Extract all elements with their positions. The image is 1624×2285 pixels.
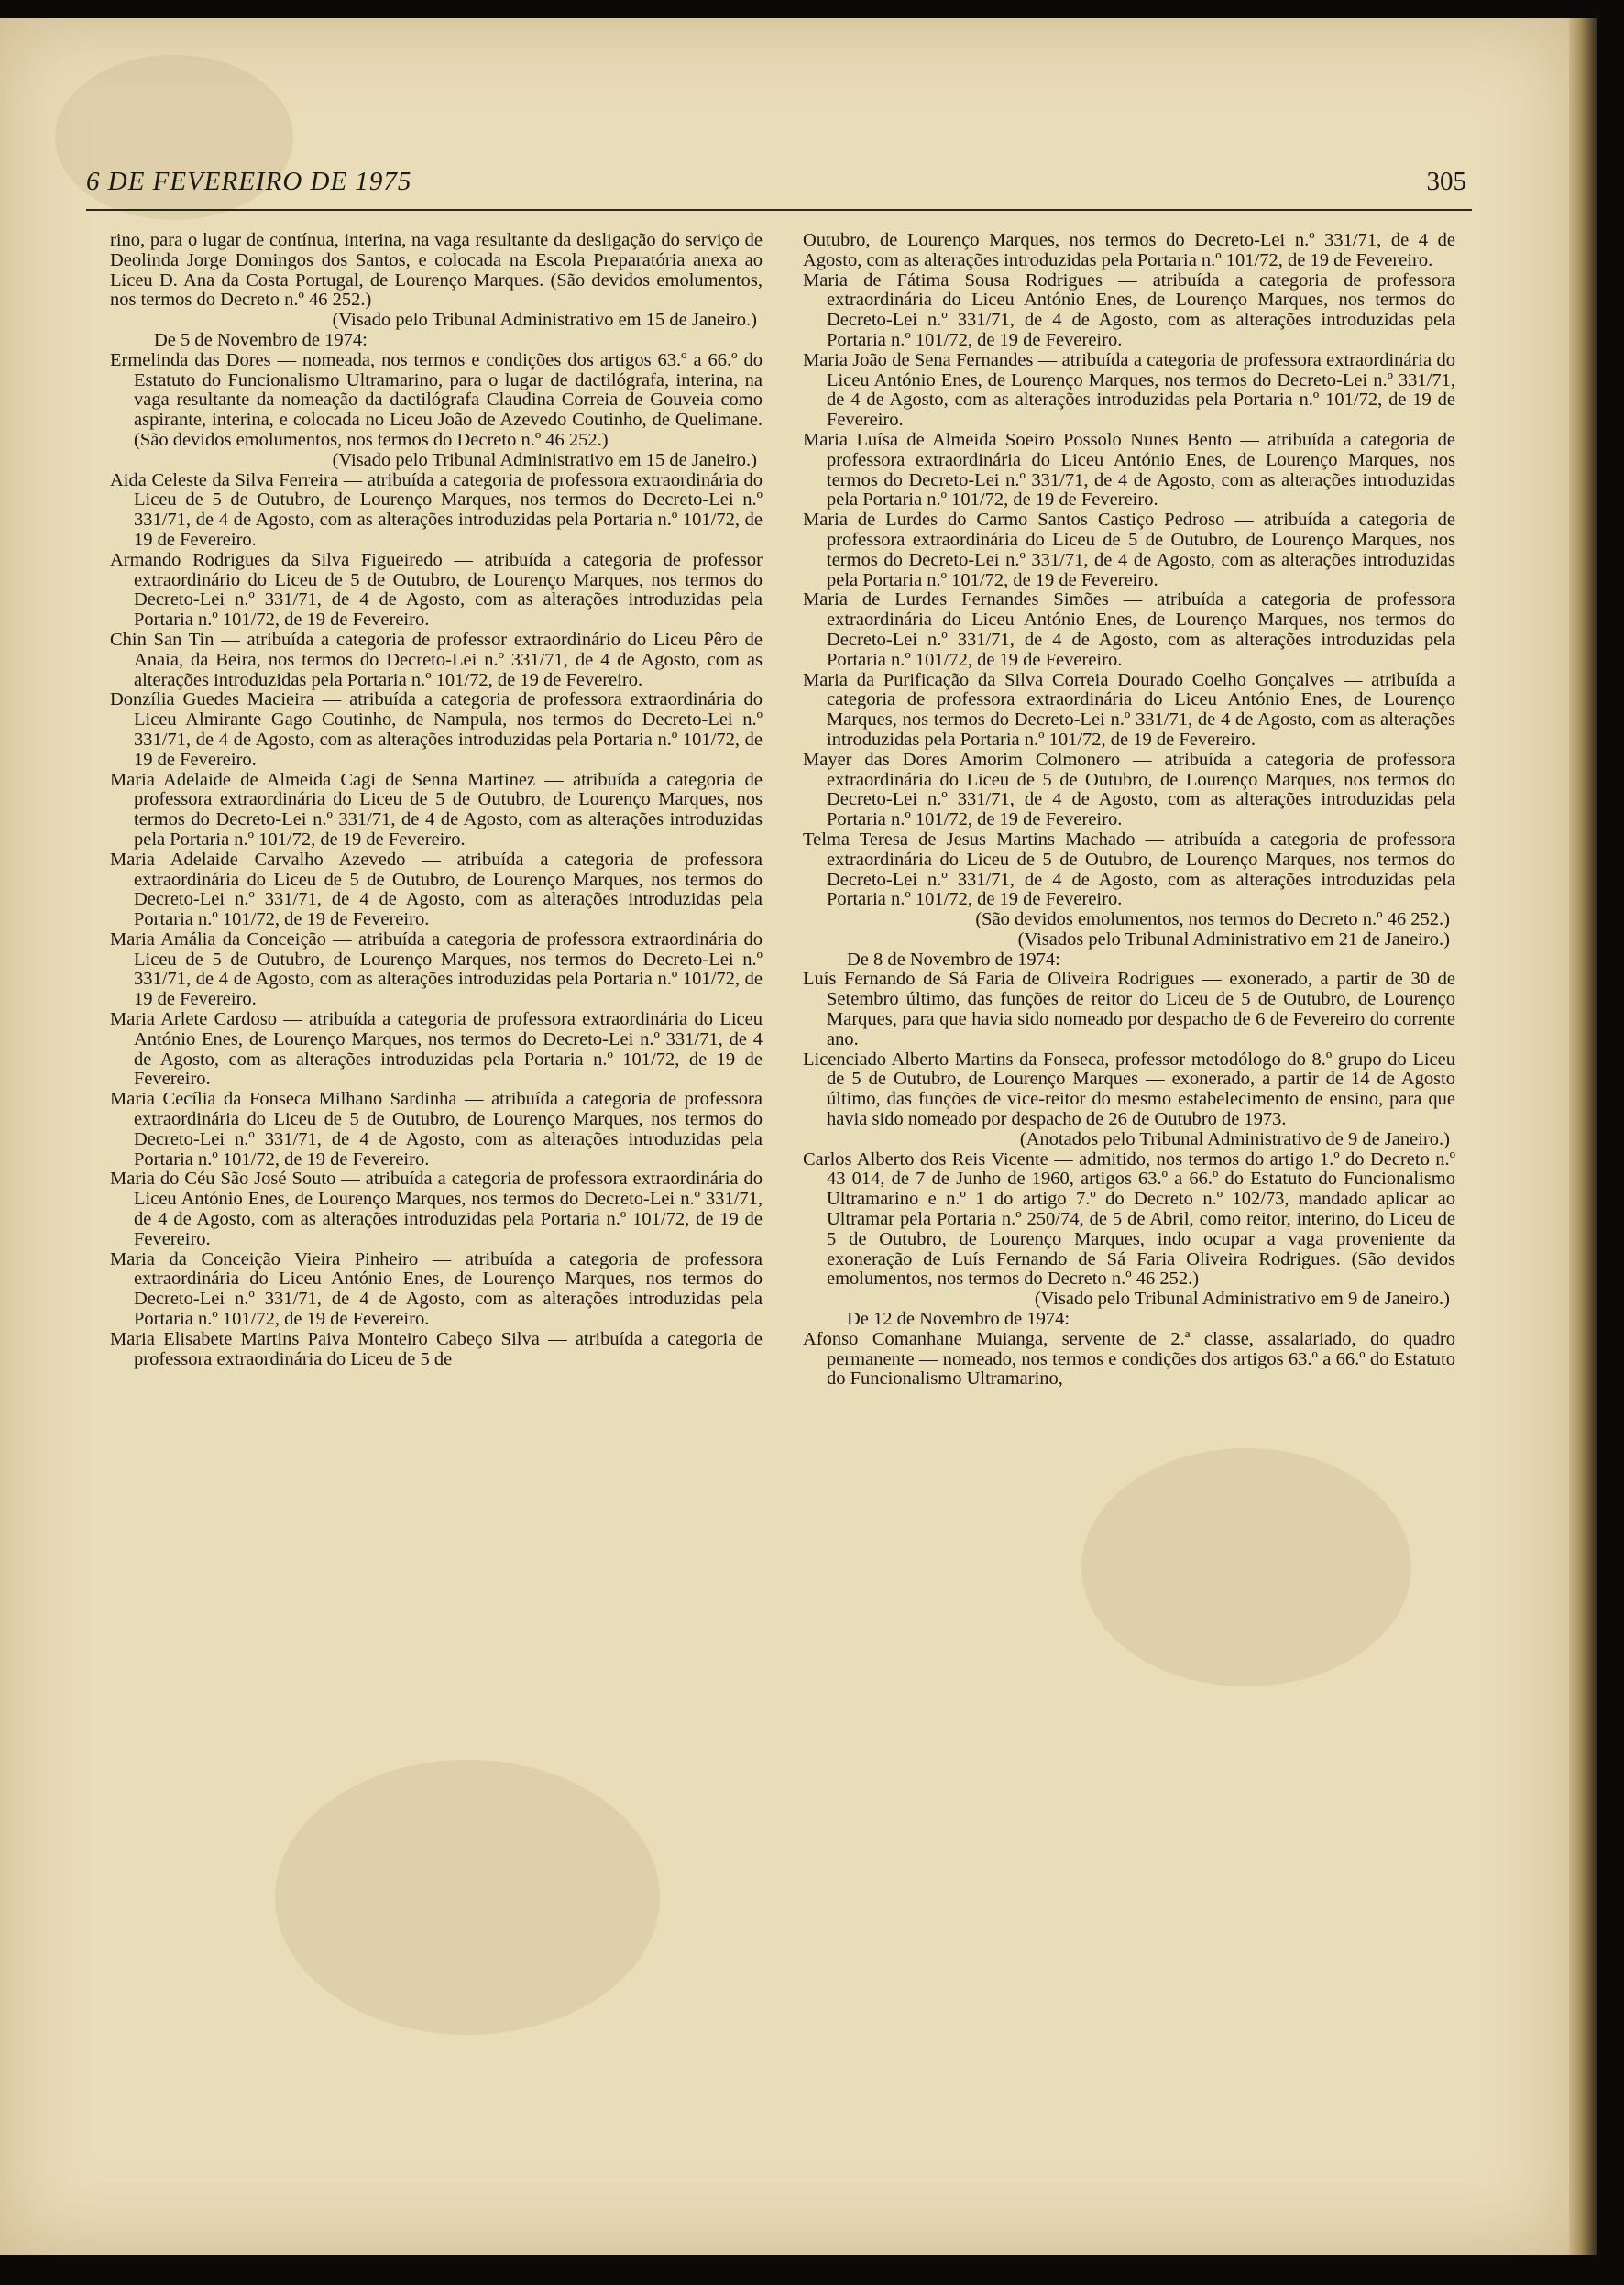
tribunal-note: (Visados pelo Tribunal Administrativo em 21 de Janeiro.) — [1017, 928, 1450, 950]
appointment-entry: Telma Teresa de Jesus Martins Machado — atribuída a categoria de professora extraordinária do Liceu de 5 de Outubro, de Lourenço Marques, nos termos do Decreto-Lei n.º 331/71, de 4 de Agosto, com as alterações introduzidas pela Portaria n.º 101/72, de 19 de Fevereiro. — [803, 829, 1455, 910]
appointment-entry: Maria do Céu São José Souto — atribuída a categoria de professora extraordinária do Liceu António Enes, de Lourenço Marques, nos termos do Decreto-Lei n.º 331/71, de 4 de Agosto, com as alterações introduzidas pela Portaria n.º 101/72, de 19 de Fevereiro. — [110, 1169, 763, 1249]
decree-date: De 5 de Novembro de 1974: — [154, 329, 368, 350]
decree-date: De 8 de Novembro de 1974: — [847, 949, 1060, 970]
appointment-entry: Mayer das Dores Amorim Colmonero — atribuída a categoria de professora extraordinária do Liceu de 5 de Outubro, de Lourenço Marques, nos termos do Decreto-Lei n.º 331/71, de 4 de Agosto, com as alterações introduzidas pela Portaria n.º 101/72, de 19 de Fevereiro. — [803, 749, 1455, 830]
left-column — [110, 231, 763, 1369]
tribunal-note: (Visado pelo Tribunal Administrativo em 9 de Janeiro.) — [1034, 1289, 1450, 1310]
appointment-entry: Maria Amália da Conceição — atribuída a categoria de professora extraordinária do Liceu de 5 de Outubro, de Lourenço Marques, nos termos do Decreto-Lei n.º 331/71, de 4 de Agosto, com as alterações introduzidas pela Portaria n.º 101/72, de 19 de Fevereiro. — [110, 928, 763, 1010]
appointment-entry: Maria Adelaide de Almeida Cagi de Senna Martinez — atribuída a categoria de professora extraordinária do Liceu de 5 de Outubro, de Lourenço Marques, nos termos do Decreto-Lei n.º 331/71, de 4 de Agosto, com as alterações introduzidas pela Portaria n.º 101/72, de 19 de Fevereiro. — [110, 769, 763, 850]
decree-date: De 12 de Novembro de 1974: — [847, 1309, 1070, 1330]
appointment-entry: Donzília Guedes Macieira — atribuída a categoria de professora extraordinária do Liceu Almirante Gago Coutinho, de Nampula, nos termos do Decreto-Lei n.º 331/71, de 4 de Agosto, com as alterações introduzidas pela Portaria n.º 101/72, de 19 de Fevereiro. — [110, 689, 763, 770]
appointment-entry: Maria Elisabete Martins Paiva Monteiro Cabeço Silva — atribuída a categoria de professora extraordinária do Liceu de 5 de — [110, 1328, 763, 1369]
page-header — [86, 167, 1466, 203]
appointment-entry: Maria Cecília da Fonseca Milhano Sardinha — atribuída a categoria de professora extraordinária do Liceu de 5 de Outubro, de Lourenço Marques, nos termos do Decreto-Lei n.º 331/71, de 4 de Agosto, com as alterações introduzidas pela Portaria n.º 101/72, de 19 de Fevereiro. — [110, 1089, 763, 1170]
appointment-entry: Maria da Purificação da Silva Correia Dourado Coelho Gonçalves — atribuída a categoria de professora extraordinária do Liceu António Enes, de Lourenço Marques, nos termos do Decreto-Lei n.º 331/71, de 4 de Agosto, com as alterações introduzidas pela Portaria n.º 101/72, de 19 de Fevereiro. — [803, 669, 1455, 750]
appointment-entry: Chin San Tin — atribuída a categoria de professor extraordinário do Liceu Pêro de Anaia, da Beira, nos termos do Decreto-Lei n.º 331/71, de 4 de Agosto, com as alterações introduzidas pela Portaria n.º 101/72, de 19 de Fevereiro. — [110, 629, 763, 690]
paragraph: rino, para o lugar de contínua, interina, na vaga resultante da desligação do serviço de Deolinda Jorge Domingos dos Santos, e colocada na Escola Preparatória anexa ao Liceu D. Ana da Costa Portugal, de Lourenço Marques. (São devidos emolumentos, nos termos do Decreto n.º 46 252.) — [110, 230, 763, 311]
appointment-entry: Ermelinda das Dores — nomeada, nos termos e condições dos artigos 63.º a 66.º do Estatuto do Funcionalismo Ultramarino, para o lugar de dactilógrafa, interina, na vaga resultante da nomeação da dactilógrafa Claudina Correia de Gouveia como aspirante, interina, e colocada no Liceu João de Azevedo Coutinho, de Quelimane. (São devidos emolumentos, nos termos do Decreto n.º 46 252.) — [110, 349, 763, 450]
tribunal-note: (Visado pelo Tribunal Administrativo em 15 de Janeiro.) — [332, 310, 757, 331]
right-column — [803, 231, 1455, 1390]
admission-entry: Carlos Alberto dos Reis Vicente — admitido, nos termos do artigo 1.º do Decreto n.º 43 014, de 7 de Junho de 1960, artigos 63.º a 66.º do Estatuto do Funcionalismo Ultramarino e n.º 1 do artigo 7.º do Decreto n.º 102/73, mandado aplicar ao Ultramar pela Portaria n.º 250/74, de 5 de Abril, como reitor, interino, do Liceu de 5 de Outubro, de Lourenço Marques, indo ocupar a vaga proveniente da exoneração de Luís Fernando de Sá Faria Oliveira Rodrigues. (São devidos emolumentos, nos termos do Decreto n.º 46 252.) — [803, 1148, 1455, 1290]
paragraph: Outubro, de Lourenço Marques, nos termos do Decreto-Lei n.º 331/71, de 4 de Agosto, com as alterações introduzidas pela Portaria n.º 101/72, de 19 de Fevereiro. — [803, 230, 1455, 270]
publication-date: 6 DE FEVEREIRO DE 1975 — [86, 167, 412, 196]
appointment-entry: Maria João de Sena Fernandes — atribuída a categoria de professora extraordinária do Liceu António Enes, de Lourenço Marques, nos termos do Decreto-Lei n.º 331/71, de 4 de Agosto, com as alterações introduzidas pela Portaria n.º 101/72, de 19 de Fevereiro. — [803, 349, 1455, 431]
appointment-entry: Maria de Lurdes do Carmo Santos Castiço Pedroso — atribuída a categoria de professora extraordinária do Liceu de 5 de Outubro, de Lourenço Marques, nos termos do Decreto-Lei n.º 331/71, de 4 de Agosto, com as alterações introduzidas pela Portaria n.º 101/72, de 19 de Fevereiro. — [803, 510, 1455, 590]
appointment-entry: Maria Arlete Cardoso — atribuída a categoria de professora extraordinária do Liceu António Enes, de Lourenço Marques, nos termos do Decreto-Lei n.º 331/71, de 4 de Agosto, com as alterações introduzidas pela Portaria n.º 101/72, de 19 de Fevereiro. — [110, 1009, 763, 1090]
page-edge — [1569, 18, 1597, 2255]
page-number: 305 — [1426, 167, 1466, 196]
header-rule — [86, 209, 1472, 211]
tribunal-note: (Visado pelo Tribunal Administrativo em 15 de Janeiro.) — [332, 449, 757, 470]
appointment-entry: Maria da Conceição Vieira Pinheiro — atribuída a categoria de professora extraordinária do Liceu António Enes, de Lourenço Marques, nos termos do Decreto-Lei n.º 331/71, de 4 de Agosto, com as alterações introduzidas pela Portaria n.º 101/72, de 19 de Fevereiro. — [110, 1248, 763, 1330]
tribunal-note: (Anotados pelo Tribunal Administrativo de 9 de Janeiro.) — [1019, 1128, 1450, 1149]
paper-stain — [1081, 1448, 1411, 1686]
emoluments-note: (São devidos emolumentos, nos termos do Decreto n.º 46 252.) — [975, 909, 1450, 930]
appointment-entry: Maria Luísa de Almeida Soeiro Possolo Nunes Bento — atribuída a categoria de professora extraordinária do Liceu António Enes, de Lourenço Marques, nos termos do Decreto-Lei n.º 331/71, de 4 de Agosto, com as alterações introduzidas pela Portaria n.º 101/72, de 19 de Fevereiro. — [803, 429, 1455, 511]
appointment-entry: Maria de Fátima Sousa Rodrigues — atribuída a categoria de professora extraordinária do Liceu António Enes, de Lourenço Marques, nos termos do Decreto-Lei n.º 331/71, de 4 de Agosto, com as alterações introduzidas pela Portaria n.º 101/72, de 19 de Fevereiro. — [803, 269, 1455, 350]
appointment-entry: Armando Rodrigues da Silva Figueiredo — atribuída a categoria de professor extraordinário do Liceu de 5 de Outubro, de Lourenço Marques, nos termos do Decreto-Lei n.º 331/71, de 4 de Agosto, com as alterações introduzidas pela Portaria n.º 101/72, de 19 de Fevereiro. — [110, 549, 763, 631]
appointment-entry: Maria de Lurdes Fernandes Simões — atribuída a categoria de professora extraordinária do Liceu António Enes, de Lourenço Marques, nos termos do Decreto-Lei n.º 331/71, de 4 de Agosto, com as alterações introduzidas pela Portaria n.º 101/72, de 19 de Fevereiro. — [803, 589, 1455, 670]
appointment-entry: Maria Adelaide Carvalho Azevedo — atribuída a categoria de professora extraordinária do Liceu de 5 de Outubro, de Lourenço Marques, nos termos do Decreto-Lei n.º 331/71, de 4 de Agosto, com as alterações introduzidas pela Portaria n.º 101/72, de 19 de Fevereiro. — [110, 849, 763, 930]
appointment-entry: Afonso Comanhane Muianga, servente de 2.ª classe, assalariado, do quadro permanente — nomeado, nos termos e condições dos artigos 63.º a 66.º do Estatuto do Funcionalismo Ultramarino, — [803, 1328, 1455, 1390]
paper-stain — [275, 1760, 660, 2035]
exoneration-entry: Licenciado Alberto Martins da Fonseca, professor metodólogo do 8.º grupo do Liceu de 5 de Outubro, de Lourenço Marques — exonerado, a partir de 14 de Agosto último, das funções de vice-reitor do mesmo estabelecimento de ensino, para que havia sido nomeado por despacho de 26 de Outubro de 1973. — [803, 1049, 1455, 1130]
appointment-entry: Aida Celeste da Silva Ferreira — atribuída a categoria de professora extraordinária do Liceu de 5 de Outubro, de Lourenço Marques, nos termos do Decreto-Lei n.º 331/71, de 4 de Agosto, com as alterações introduzidas pela Portaria n.º 101/72, de 19 de Fevereiro. — [110, 469, 763, 550]
exoneration-entry: Luís Fernando de Sá Faria de Oliveira Rodrigues — exonerado, a partir de 30 de Setembro último, das funções de reitor do Liceu de 5 de Outubro, de Lourenço Marques, para que havia sido nomeado por despacho de 6 de Fevereiro do corrente ano. — [803, 969, 1455, 1049]
